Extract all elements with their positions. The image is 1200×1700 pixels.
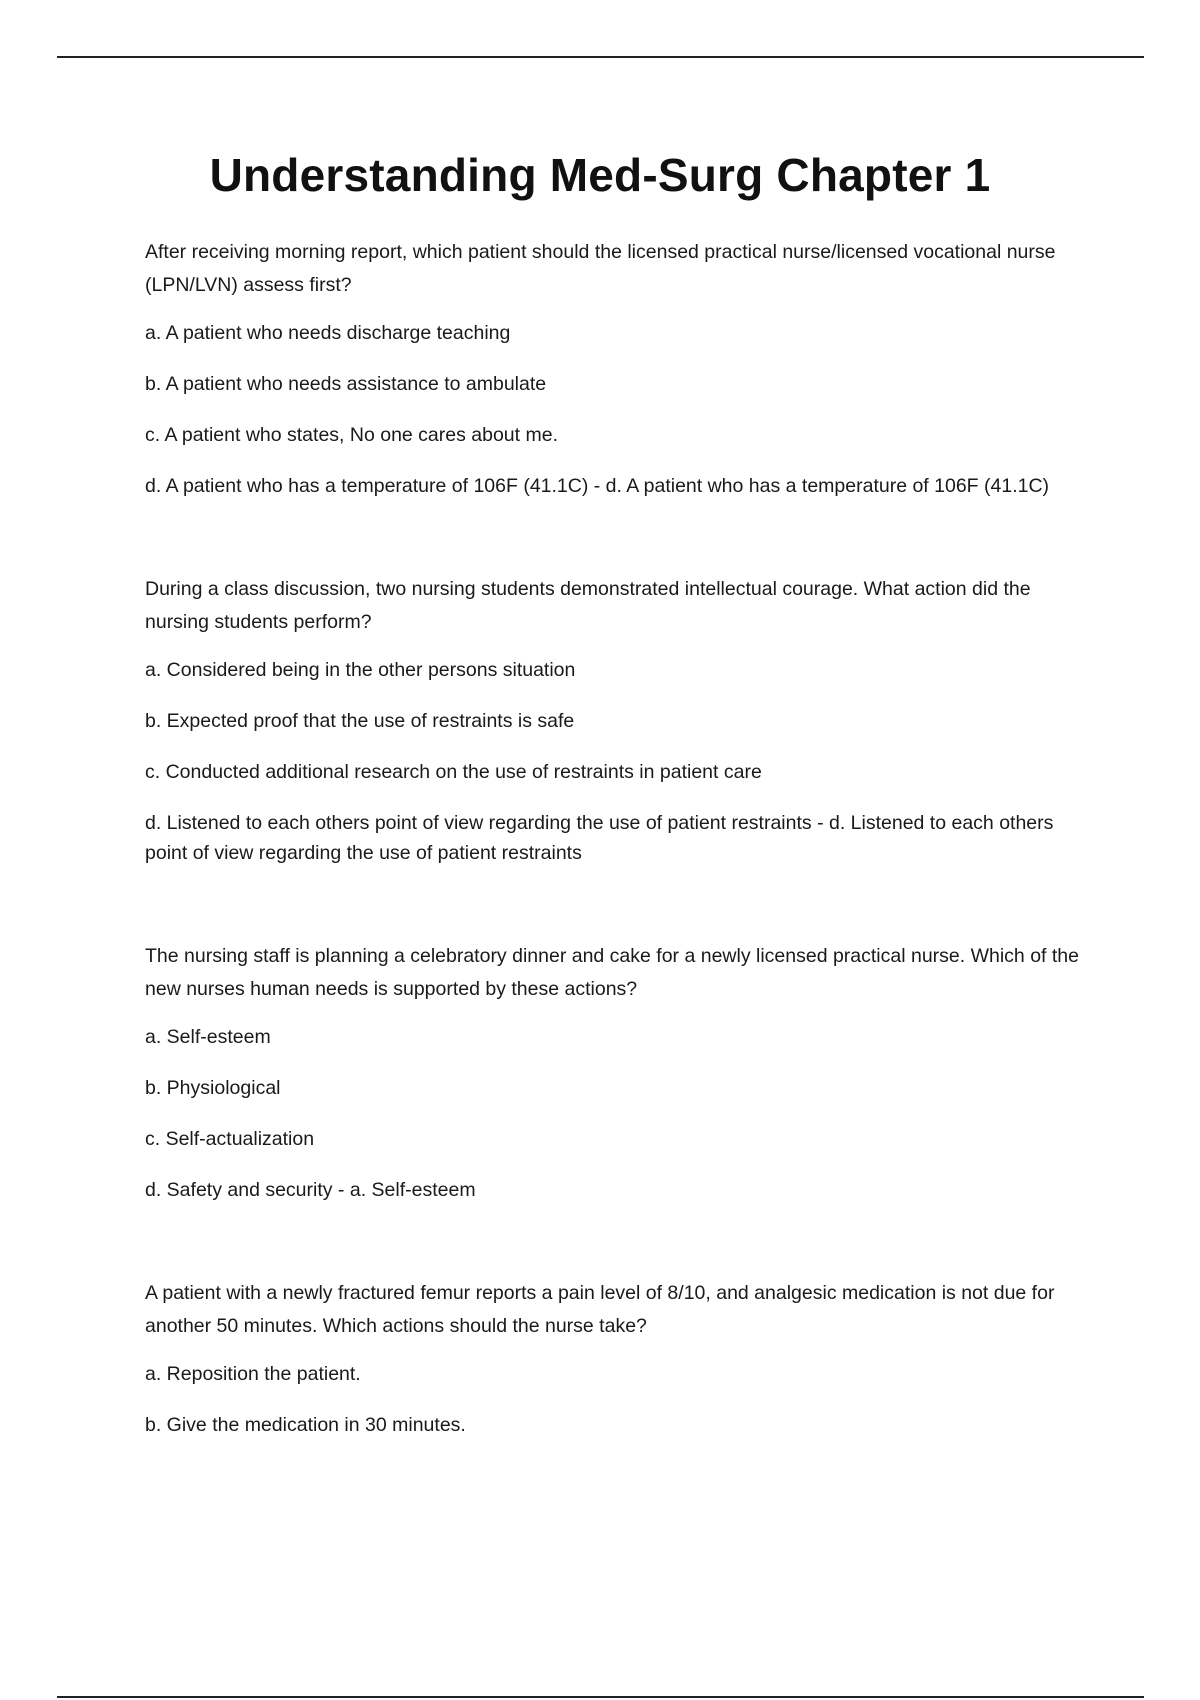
question-text: The nursing staff is planning a celebratory dinner and cake for a newly licensed practical nurse. Which of the new nurses human needs is supported by these actions? [145,945,1079,1000]
question-1 [145,236,1095,501]
answer-option-a: a. Reposition the patient. [145,1363,361,1385]
answer-option-c: c. Self-actualization [145,1128,315,1150]
answer-option-c: c. A patient who states, No one cares about me. [145,424,558,446]
top-divider [57,56,1144,58]
answer-option-d: d. Safety and security - a. Self-esteem [145,1179,476,1201]
question-2 [145,573,1095,868]
answer-option-b: b. Physiological [145,1077,281,1099]
question-3 [145,940,1095,1205]
question-text: During a class discussion, two nursing students demonstrated intellectual courage. What action did the nursing students perform? [145,578,1031,633]
answer-option-c: c. Conducted additional research on the use of restraints in patient care [145,761,762,783]
page-title: Understanding Med-Surg Chapter 1 [209,149,991,201]
question-4 [145,1277,1095,1440]
answer-option-a: a. Considered being in the other persons situation [145,659,576,681]
bottom-divider [57,1696,1144,1698]
answer-option-a: a. Self-esteem [145,1026,271,1048]
answer-option-a: a. A patient who needs discharge teaching [145,322,511,344]
question-text: After receiving morning report, which patient should the licensed practical nurse/licensed vocational nurse (LPN/LVN) assess first? [145,241,1056,296]
question-list [145,236,1095,1512]
answer-option-d: d. Listened to each others point of view regarding the use of patient restraints - d. Listened to each others point of view regarding the use of patient restraints [145,812,1054,864]
answer-option-d: d. A patient who has a temperature of 106F (41.1C) - d. A patient who has a temperature of 106F (41.1C) [145,475,1050,497]
answer-option-b: b. Give the medication in 30 minutes. [145,1414,466,1436]
question-text: A patient with a newly fractured femur reports a pain level of 8/10, and analgesic medication is not due for another 50 minutes. Which actions should the nurse take? [145,1282,1055,1337]
answer-option-b: b. A patient who needs assistance to ambulate [145,373,547,395]
answer-option-b: b. Expected proof that the use of restraints is safe [145,710,575,732]
